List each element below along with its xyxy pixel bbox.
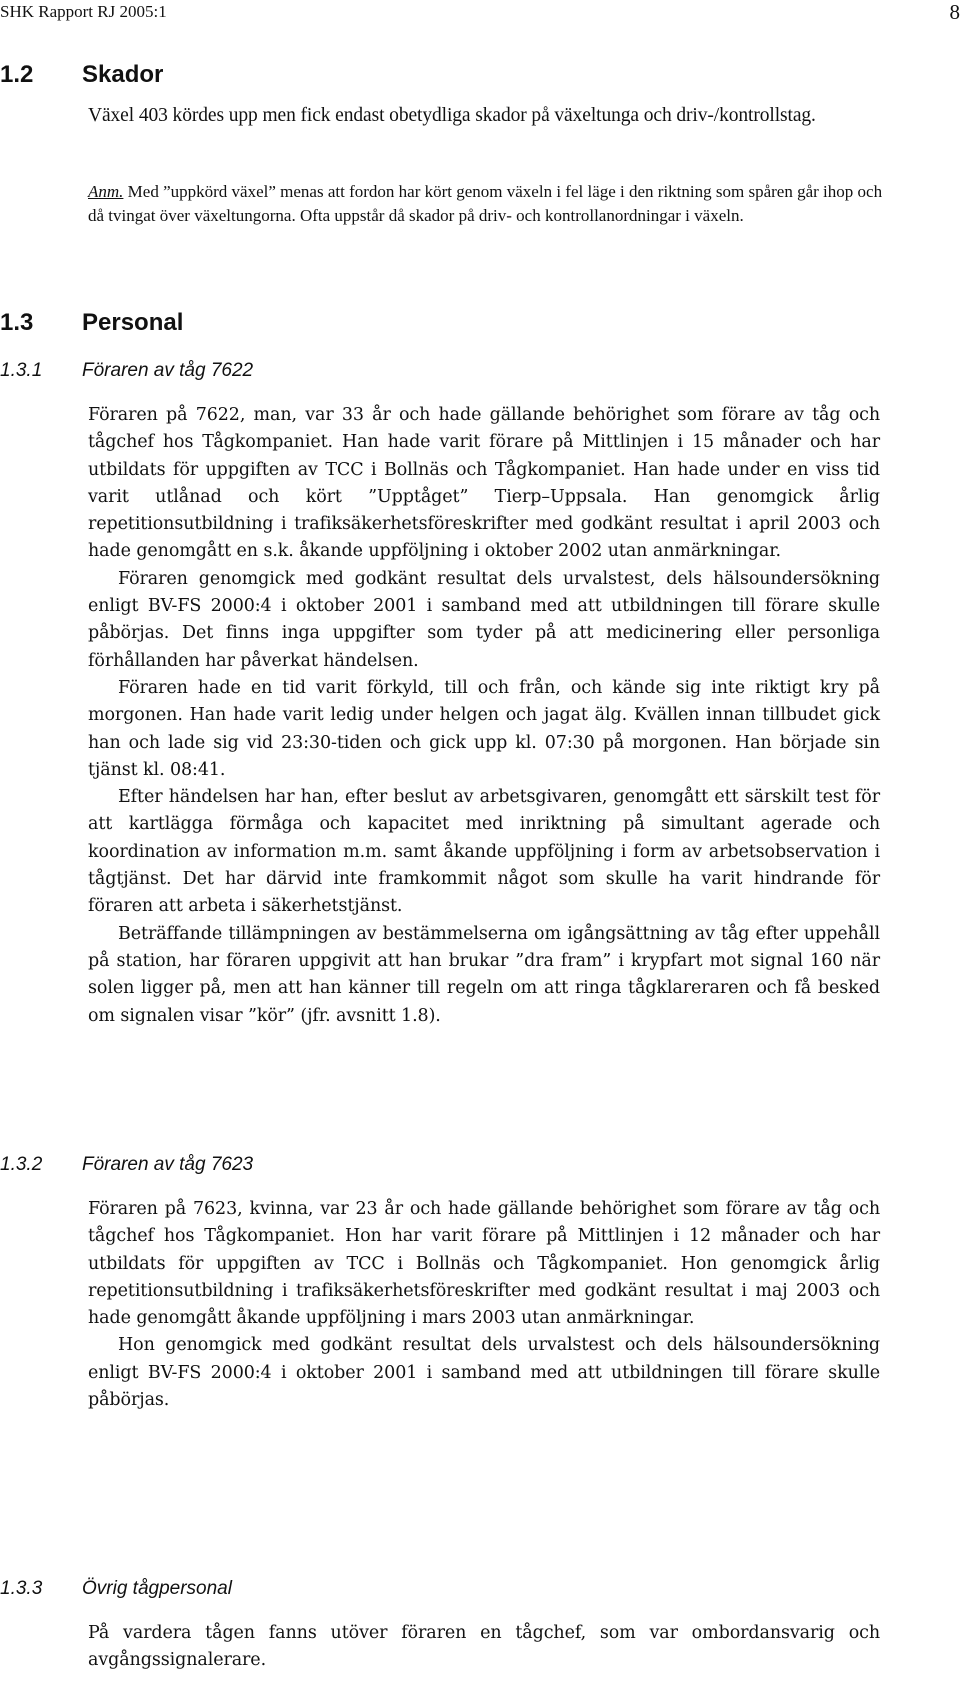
paragraph: På vardera tågen fanns utöver föraren en tågchef, som var ombordansvarig och avgångssignalerare. (88, 1623, 880, 1671)
section-number: 1.2 (0, 61, 34, 88)
paragraph: Föraren genomgick med godkänt resultat dels urvalstest, dels hälsoundersökning enligt BV-FS 2000:4 i oktober 2001 i samband med att utbildningen till förare skulle påbörjas. Det finns inga uppgifter som tyder på att medicinering eller personliga förhållanden har påverkat händelsen. (88, 568, 880, 671)
section-1-3-3-body (88, 1620, 880, 1675)
note-label: Anm. (88, 182, 124, 201)
section-number: 1.3 (0, 309, 34, 336)
section-heading-1-3-2 (0, 1150, 253, 1180)
page-number: 8 (949, 0, 960, 24)
section-number: 1.3.2 (0, 1154, 43, 1175)
section-title: Personal (82, 309, 184, 336)
paragraph: Efter händelsen har han, efter beslut av arbetsgivaren, genomgått ett särskilt test för att kartlägga förmåga och kapacitet med inriktning på simultant agerade och koordination av information m.m. samt åkande uppföljning i form av arbetsobservation i tågtjänst. Det har därvid inte framkommit något som skulle ha varit hindrande för föraren att arbeta i säkerhetstjänst. (88, 787, 880, 917)
paragraph: Hon genomgick med godkänt resultat dels urvalstest och dels hälsoundersökning enligt BV-FS 2000:4 i oktober 2001 i samband med att utbildningen till förare skulle påbörjas. (88, 1335, 880, 1411)
section-title: Föraren av tåg 7623 (82, 1154, 254, 1175)
section-title: Skador (82, 61, 164, 88)
section-number: 1.3.1 (0, 360, 43, 381)
section-1-2-body (88, 102, 880, 130)
paragraph: Föraren på 7622, man, var 33 år och hade gällande behörighet som förare av tåg och tågchef hos Tågkompaniet. Han hade varit förare på Mittlinjen i 15 månader och har utbildats för uppgiften av TCC i Bollnäs och Tågkompaniet. Han hade under en viss tid varit utlånad och kört ”Upptåget” Tierp–Uppsala. Han genomgick årlig repetitionsutbildning i trafiksäkerhetsföreskrifter med godkänt resultat i april 2003 och hade genomgått en s.k. åkande uppföljning i oktober 2002 utan anmärkningar. (88, 405, 880, 562)
section-heading-1-2 (0, 60, 163, 90)
section-heading-1-3-3 (0, 1574, 232, 1604)
note-text: Med ”uppkörd växel” menas att fordon har kört genom växeln i fel läge i den riktning som spåren går ihop och då tvingat över växeltungorna. Ofta uppstår då skador på driv- och kontrollanordningar i växeln. (88, 182, 883, 225)
paragraph: Föraren på 7623, kvinna, var 23 år och hade gällande behörighet som förare av tåg och tågchef hos Tågkompaniet. Hon har varit förare på Mittlinjen i 12 månader och har utbildats för uppgiften av TCC i Bollnäs och Tågkompaniet. Hon genomgick årlig repetitionsutbildning i trafiksäkerhetsföreskrifter med godkänt resultat i maj 2003 och hade genomgått åkande uppföljning i mars 2003 utan anmärkningar. (88, 1199, 880, 1329)
section-1-2-note (88, 180, 888, 227)
paragraph: Växel 403 kördes upp men fick endast obetydliga skador på växeltunga och driv-/kontrollstag. (88, 105, 816, 126)
section-number: 1.3.3 (0, 1578, 43, 1599)
paragraph: Beträffande tillämpningen av bestämmelserna om igångsättning av tåg efter uppehåll på station, har föraren uppgivit att han brukar ”dra fram” i krypfart mot signal 160 när solen ligger på, men att han känner till regeln om att ringa tågklareraren och få besked om signalen visar ”kör” (jfr. avsnitt 1.8). (88, 923, 880, 1026)
section-1-3-2-body (88, 1196, 880, 1414)
section-1-3-1-body (88, 402, 880, 1030)
section-heading-1-3 (0, 308, 183, 338)
section-heading-1-3-1 (0, 356, 253, 386)
running-title: SHK Rapport RJ 2005:1 (0, 2, 167, 21)
section-title: Föraren av tåg 7622 (82, 360, 254, 381)
paragraph: Föraren hade en tid varit förkyld, till och från, och kände sig inte riktigt kry på morgonen. Han hade varit ledig under helgen och jagat älg. Kvällen innan tillbudet gick han och lade sig vid 23:30-tiden och gick upp kl. 07:30 på morgonen. Han började sin tjänst kl. 08:41. (88, 677, 880, 780)
section-title: Övrig tågpersonal (82, 1578, 232, 1599)
